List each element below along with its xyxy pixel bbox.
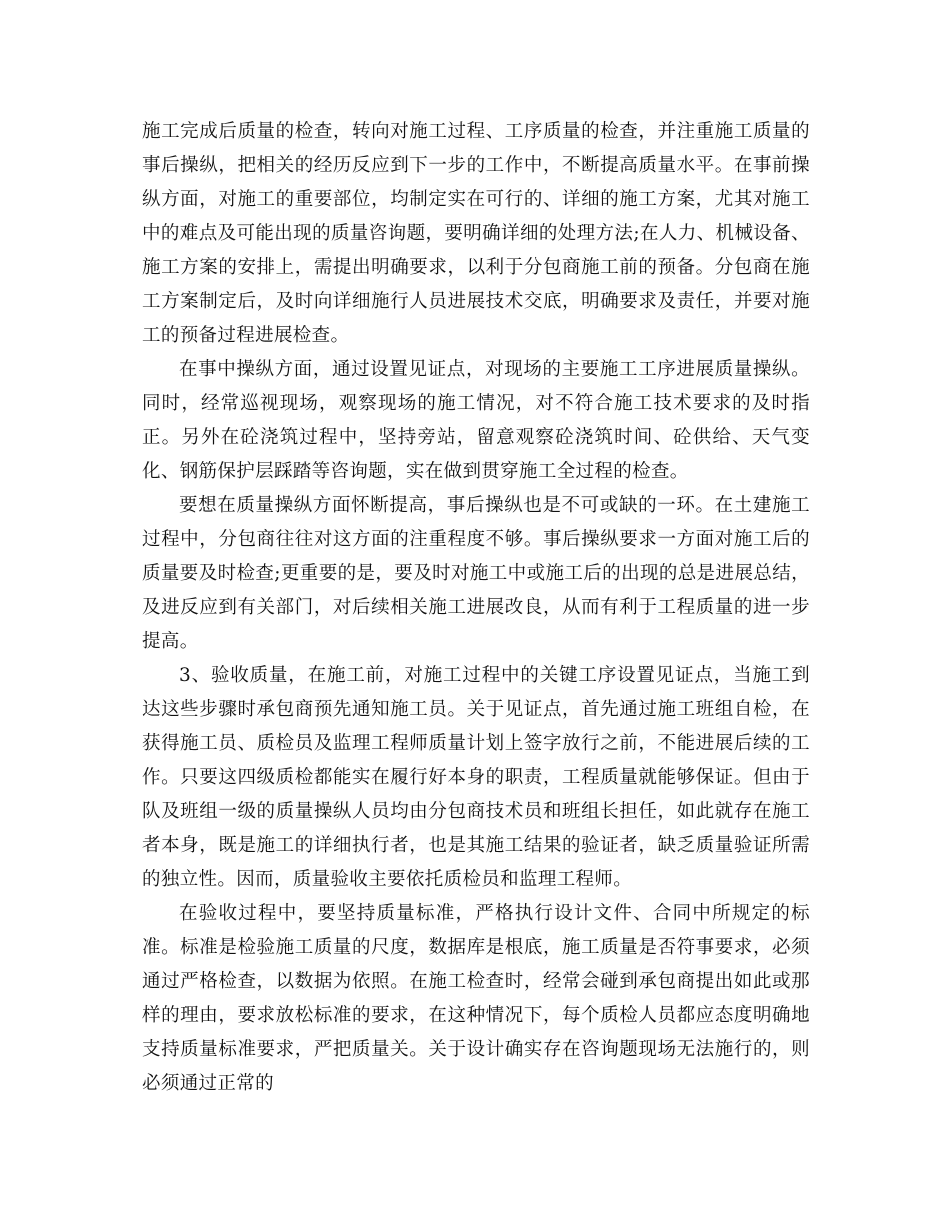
paragraph: 3、验收质量，在施工前，对施工过程中的关键工序设置见证点，当施工到达这些步骤时承包商预先通知施工员。关于见证点，首先通过施工班组自检，在获得施工员、质检员及监理工程师质量计划上签字放行之前，不能进展后续的工作。只要这四级质检都能实在履行好本身的职责，工程质量就能够保证。但由于队及班组一级的质量操纵人员均由分包商技术员和班组长担任，如此就存在施工者本身，既是施工的详细执行者，也是其施工结果的验证者，缺乏质量验证所需的独立性。因而，质量验收主要依托质检员和监理工程师。 <box>142 665 810 890</box>
paragraph: 在验收过程中，要坚持质量标准，严格执行设计文件、合同中所规定的标准。标准是检验施工质量的尺度，数据库是根底，施工质量是否符事要求，必须通过严格检查，以数据为依照。在施工检查时，经常会碰到承包商提出如此或那样的理由，要求放松标准的要求，在这种情况下，每个质检人员都应态度明确地支持质量标准要求，严把质量关。关于设计确实存在咨询题现场无法施行的，则必须通过正常的 <box>142 903 810 1094</box>
document-body <box>142 115 810 1101</box>
paragraph: 施工完成后质量的检查，转向对施工过程、工序质量的检查，并注重施工质量的事后操纵，把相关的经历反应到下一步的工作中，不断提高质量水平。在事前操纵方面，对施工的重要部位，均制定实在可行的、详细的施工方案，尤其对施工中的难点及可能出现的质量咨询题，要明确详细的处理方法;在人力、机械设备、施工方案的安排上，需提出明确要求，以利于分包商施工前的预备。分包商在施工方案制定后，及时向详细施行人员进展技术交底，明确要求及责任，并要对施工的预备过程进展检查。 <box>142 121 810 346</box>
paragraph: 要想在质量操纵方面怀断提高，事后操纵也是不可或缺的一环。在土建施工过程中，分包商往往对这方面的注重程度不够。事后操纵要求一方面对施工后的质量要及时检查;更重要的是，要及时对施工中或施工后的出现的总是进展总结，及进反应到有关部门，对后续相关施工进展改良，从而有利于工程质量的进一步提高。 <box>142 495 810 652</box>
paragraph: 在事中操纵方面，通过设置见证点，对现场的主要施工工序进展质量操纵。同时，经常巡视现场，观察现场的施工情况，对不符合施工技术要求的及时指正。另外在砼浇筑过程中，坚持旁站，留意观察砼浇筑时间、砼供给、天气变化、钢筋保护层踩踏等咨询题，实在做到贯穿施工全过程的检查。 <box>142 359 810 482</box>
